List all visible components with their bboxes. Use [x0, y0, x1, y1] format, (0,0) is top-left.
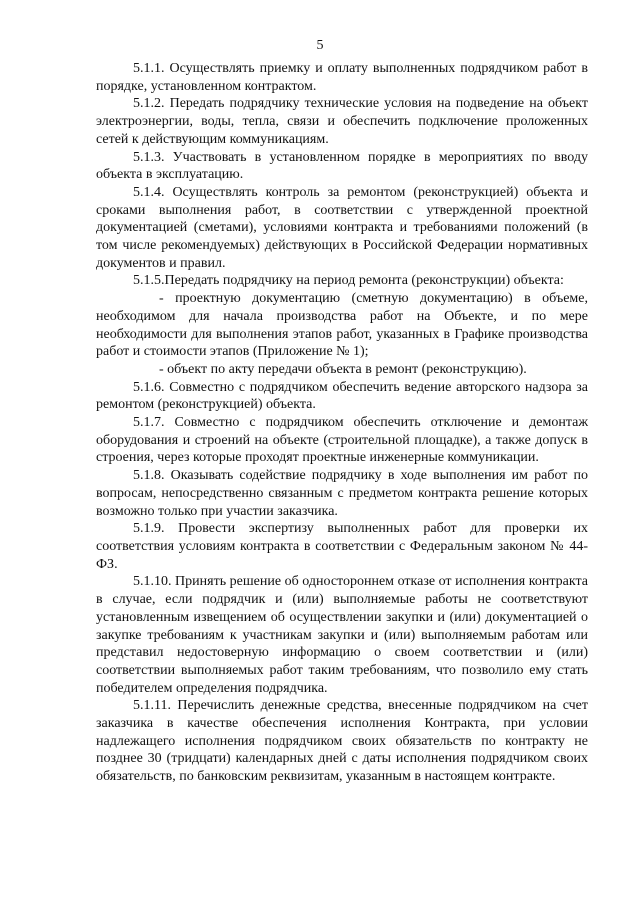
clause-5-1-1: 5.1.1. Осуществлять приемку и оплату выполненных подрядчиком работ в порядке, установленном контрактом. — [96, 61, 588, 94]
clause-5-1-6: 5.1.6. Совместно с подрядчиком обеспечить ведение авторского надзора за ремонтом (реконструкцией) объекта. — [96, 379, 588, 413]
clause-5-1-2: 5.1.2. Передать подрядчику технические условия на подведение на объект электроэнергии, воды, тепла, связи и обеспечить подключение проложенных сетей к действующим коммуникациям. — [96, 96, 588, 147]
clause-5-1-7: 5.1.7. Совместно с подрядчиком обеспечить отключение и демонтаж оборудования и строений на объекте (строительной площадке), а также допуск в строения, через которые проходят проектные инженерные коммуникации. — [96, 415, 588, 466]
clause-5-1-11: 5.1.11. Перечислить денежные средства, внесенные подрядчиком на счет заказчика в качестве обеспечения исполнения Контракта, при условии надлежащего исполнения подрядчиком своих обязательств по контракту не позднее 30 (тридцати) календарных дней с даты исполнения подрядчиком своих обязательств, по банковским реквизитам, указанным в настоящем контракте. — [96, 698, 588, 785]
clause-5-1-9: 5.1.9. Провести экспертизу выполненных работ для проверки их соответствия условиям контракта в соответствии с Федеральным законом № 44-ФЗ. — [96, 521, 588, 572]
clause-5-1-5-item-object: - объект по акту передачи объекта в ремонт (реконструкцию). — [159, 361, 527, 377]
document-body — [96, 60, 588, 786]
clause-5-1-8: 5.1.8. Оказывать содействие подрядчику в ходе выполнения им работ по вопросам, непосредственно связанным с предметом контракта решение которых возможно только при участии заказчика. — [96, 468, 588, 519]
clause-5-1-5: 5.1.5.Передать подрядчику на период ремонта (реконструкции) объекта: — [133, 273, 564, 289]
clause-5-1-3: 5.1.3. Участвовать в установленном порядке в мероприятиях по вводу объекта в эксплуатацию. — [96, 149, 588, 183]
page-number: 5 — [316, 38, 324, 53]
clause-5-1-4: 5.1.4. Осуществлять контроль за ремонтом (реконструкцией) объекта и сроками выполнения работ, в соответствии с утвержденной проектной документацией (сметами), условиями контракта и требованиями положений (в том числе рекомендуемых) действующих в Российской Федерации нормативных документов и правил. — [96, 184, 588, 271]
clause-5-1-5-item-docs: - проектную документацию (сметную документацию) в объеме, необходимом для начала производства работ на Объекте, и по мере необходимости для выполнения этапов работ, указанных в Графике производства работ и стоимости этапов (Приложение № 1); — [96, 291, 588, 360]
clause-5-1-10: 5.1.10. Принять решение об одностороннем отказе от исполнения контракта в случае, если подрядчик и (или) выполняемые работы не соответствуют установленным извещением об осуществлении закупки и (или) документацией о закупке требованиям к участникам закупки и (или) выполняемым работам или представил недостоверную информацию о своем соответствии и (или) соответствии выполняемых работ таким требованиям, что позволило ему стать победителем определения подрядчика. — [96, 574, 588, 696]
